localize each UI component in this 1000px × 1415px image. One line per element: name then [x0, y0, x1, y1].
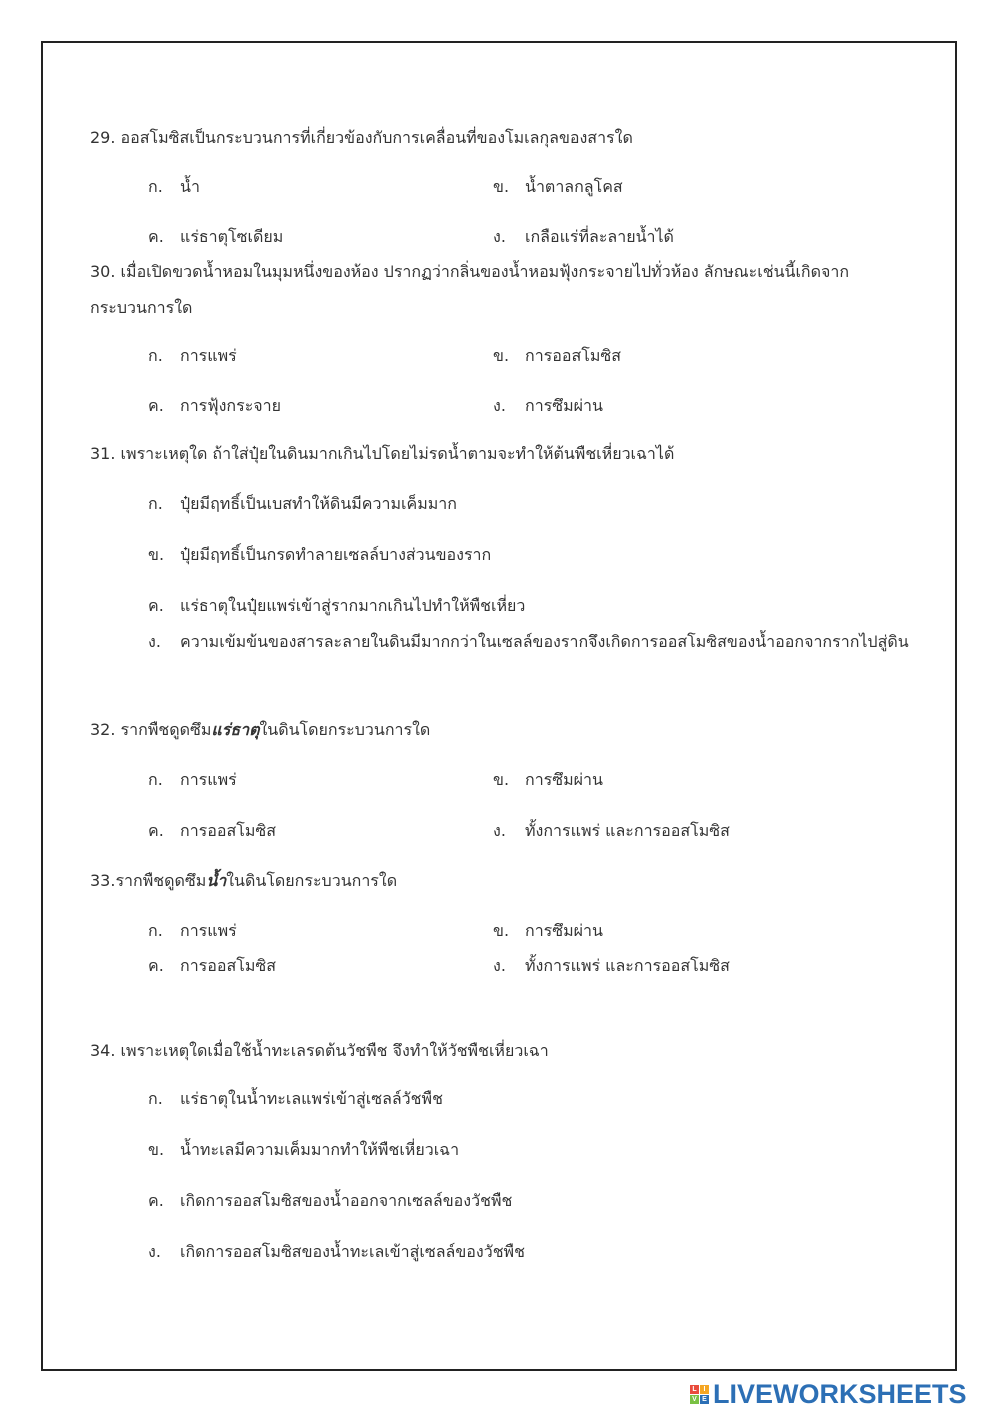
option-key: ข.	[493, 770, 510, 789]
q29-option-d[interactable]	[493, 225, 674, 249]
q33-option-a[interactable]	[148, 919, 237, 943]
q34-option-c[interactable]	[148, 1189, 512, 1213]
question-number: 30.	[90, 262, 116, 281]
option-key: ค.	[148, 596, 164, 615]
q30-option-b[interactable]	[493, 344, 621, 368]
q31-option-b[interactable]	[148, 543, 491, 567]
option-text: แร่ธาตุในปุ๋ยแพร่เข้าสู่รากมากเกินไปทำให้พืชเหี่ยว	[180, 596, 526, 615]
option-key: ง.	[493, 821, 506, 840]
question-number: 31.	[90, 444, 116, 463]
option-text: ปุ๋ยมีฤทธิ์เป็นกรดทำลายเซลล์บางส่วนของราก	[180, 545, 492, 564]
option-key: ก.	[148, 494, 163, 513]
option-text: เกิดการออสโมซิสของน้ำออกจากเซลล์ของวัชพืช	[180, 1191, 513, 1210]
question-text: เมื่อเปิดขวดน้ำหอมในมุมหนึ่งของห้อง ปรากฏว่ากลิ่นของน้ำหอมฟุ้งกระจายไปทั่วห้อง ลักษณะเช่นนี้เกิดจากกระบวนการใด	[90, 262, 850, 317]
logo-cell: V	[690, 1395, 699, 1404]
option-text: ปุ๋ยมีฤทธิ์เป็นเบสทำให้ดินมีความเค็มมาก	[180, 494, 457, 513]
option-text: แร่ธาตุในน้ำทะเลแพร่เข้าสู่เซลล์วัชพืช	[180, 1089, 443, 1108]
q33-option-d[interactable]	[493, 954, 730, 978]
question-text: รากพืชดูดซึม	[115, 871, 207, 890]
option-text: การแพร่	[180, 921, 237, 940]
option-text: การแพร่	[180, 770, 237, 789]
option-text: การซึมผ่าน	[525, 770, 603, 789]
option-text: น้ำตาลกลูโคส	[525, 177, 623, 196]
question-32	[90, 718, 430, 742]
q30-option-a[interactable]	[148, 344, 237, 368]
q31-option-a[interactable]	[148, 492, 457, 516]
question-emphasis: แร่ธาตุ	[211, 720, 260, 739]
option-text: เกลือแร่ที่ละลายน้ำได้	[525, 227, 674, 246]
option-key: ข.	[493, 177, 510, 196]
option-key: ก.	[148, 346, 163, 365]
q32-option-a[interactable]	[148, 768, 237, 792]
question-text-after: ในดินโดยกระบวนการใด	[226, 871, 398, 890]
option-key: ข.	[493, 921, 510, 940]
q31-option-c[interactable]	[148, 594, 525, 618]
option-key: ค.	[148, 821, 164, 840]
option-text: ความเข้มข้นของสารละลายในดินมีมากกว่าในเซลล์ของรากจึงเกิดการออสโมซิสของน้ำออกจากรากไปสู่ดิน	[180, 632, 909, 651]
option-key: ข.	[493, 346, 510, 365]
option-key: ข.	[148, 1140, 165, 1159]
q29-option-b[interactable]	[493, 175, 623, 199]
option-text: แร่ธาตุโซเดียม	[180, 227, 284, 246]
q33-option-c[interactable]	[148, 954, 276, 978]
option-text: การออสโมซิส	[180, 821, 277, 840]
option-key: ง.	[493, 396, 506, 415]
q34-option-a[interactable]	[148, 1087, 443, 1111]
question-31	[90, 442, 674, 466]
liveworksheets-brand[interactable]	[690, 1379, 967, 1409]
option-text: ทั้งการแพร่ และการออสโมซิส	[525, 956, 730, 975]
q33-option-b[interactable]	[493, 919, 603, 943]
option-text: การซึมผ่าน	[525, 396, 603, 415]
option-text: น้ำ	[180, 177, 200, 196]
option-key: ข.	[148, 545, 165, 564]
q29-option-c[interactable]	[148, 225, 283, 249]
brand-text: LIVEWORKSHEETS	[713, 1378, 967, 1409]
question-text: เพราะเหตุใดเมื่อใช้น้ำทะเลรดต้นวัชพืช จึงทำให้วัชพืชเหี่ยวเฉา	[120, 1041, 549, 1060]
question-number: 33.	[90, 871, 116, 890]
option-key: ก.	[148, 770, 163, 789]
q32-option-d[interactable]	[493, 819, 730, 843]
q30-option-d[interactable]	[493, 394, 603, 418]
option-text: การฟุ้งกระจาย	[180, 396, 282, 415]
option-key: ง.	[148, 632, 161, 651]
question-number: 34.	[90, 1041, 116, 1060]
option-text: การซึมผ่าน	[525, 921, 603, 940]
logo-cell: L	[690, 1385, 699, 1394]
question-33	[90, 869, 397, 893]
option-text: การออสโมซิส	[180, 956, 277, 975]
option-text: การแพร่	[180, 346, 237, 365]
question-text: เพราะเหตุใด ถ้าใส่ปุ๋ยในดินมากเกินไปโดยไม่รดน้ำตามจะทำให้ต้นพืชเหี่ยวเฉาได้	[120, 444, 675, 463]
q29-option-a[interactable]	[148, 175, 200, 199]
q32-option-c[interactable]	[148, 819, 276, 843]
option-key: ก.	[148, 921, 163, 940]
option-key: ค.	[148, 396, 164, 415]
logo-cell: I	[700, 1385, 709, 1394]
option-key: ง.	[493, 227, 506, 246]
option-key: ก.	[148, 177, 163, 196]
question-number: 29.	[90, 128, 116, 147]
q34-option-d[interactable]	[148, 1240, 525, 1264]
question-text: รากพืชดูดซึม	[120, 720, 212, 739]
q34-option-b[interactable]	[148, 1138, 459, 1162]
option-text: ทั้งการแพร่ และการออสโมซิส	[525, 821, 730, 840]
option-key: ค.	[148, 227, 164, 246]
liveworksheets-logo-icon	[690, 1385, 709, 1404]
question-text: ออสโมซิสเป็นกระบวนการที่เกี่ยวข้องกับการเคลื่อนที่ของโมเลกุลของสารใด	[120, 128, 633, 147]
option-text: น้ำทะเลมีความเค็มมากทำให้พืชเหี่ยวเฉา	[180, 1140, 460, 1159]
question-29	[90, 126, 633, 150]
q31-option-d[interactable]	[148, 623, 940, 661]
question-34	[90, 1039, 549, 1063]
q32-option-b[interactable]	[493, 768, 603, 792]
q30-option-c[interactable]	[148, 394, 281, 418]
question-30	[90, 254, 890, 326]
option-key: ค.	[148, 956, 164, 975]
option-text: การออสโมซิส	[525, 346, 622, 365]
question-number: 32.	[90, 720, 116, 739]
option-key: ง.	[493, 956, 506, 975]
question-text-after: ในดินโดยกระบวนการใด	[259, 720, 431, 739]
question-emphasis: น้ำ	[206, 871, 227, 890]
logo-cell: E	[700, 1395, 709, 1404]
option-key: ง.	[148, 1242, 161, 1261]
option-text: เกิดการออสโมซิสของน้ำทะเลเข้าสู่เซลล์ของวัชพืช	[180, 1242, 525, 1261]
option-key: ก.	[148, 1089, 163, 1108]
option-key: ค.	[148, 1191, 164, 1210]
